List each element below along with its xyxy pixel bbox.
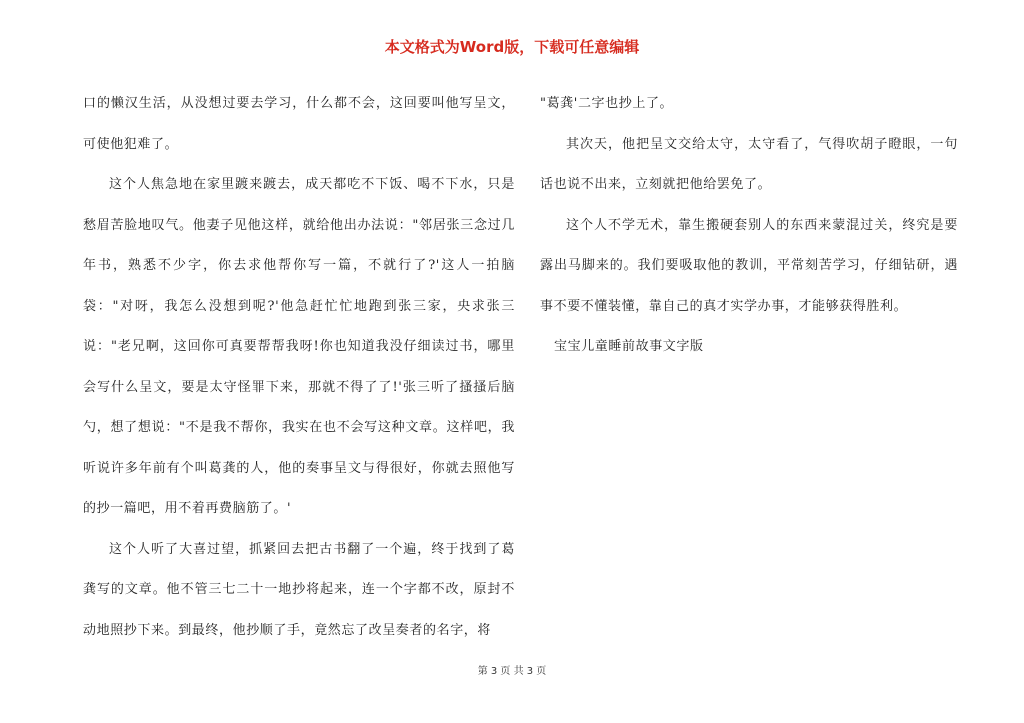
paragraph: 其次天，他把呈文交给太守，太守看了，气得吹胡子瞪眼，一句话也说不出来，立刻就把他给罢免了。 bbox=[540, 136, 958, 192]
paragraph: 这个人听了大喜过望，抓紧回去把古书翻了一个遍，终于找到了葛龚写的文章。他不管三七二十一地抄将起来，连一个字都不改，原封不动地照抄下来。到最终，他抄顺了手，竟然忘了改呈奏者的名字，将 bbox=[83, 541, 515, 638]
related-title: 宝宝儿童睡前故事文字版 bbox=[554, 339, 704, 354]
document-header-title: 本文格式为Word版，下载可任意编辑 bbox=[384, 38, 640, 56]
paragraph: "葛龚'二字也抄上了。 bbox=[540, 96, 674, 111]
paragraph: 口的懒汉生活，从没想过要去学习，什么都不会，这回要叫他写呈文，可使他犯难了。 bbox=[83, 96, 515, 152]
paragraph: 这个人不学无术，靠生搬硬套别人的东西来蒙混过关，终究是要露出马脚来的。我们要吸取他的教训，平常刻苦学习，仔细钻研，遇事不要不懂装懂，靠自己的真才实学办事，才能够获得胜利。 bbox=[540, 217, 958, 314]
paragraph: 这个人焦急地在家里踱来踱去，成天都吃不下饭、喝不下水，只是愁眉苦脸地叹气。他妻子见他这样，就给他出办法说："邻居张三念过几年书，熟悉不少字，你去求他帮你写一篇，不就行了?'这人一拍脑袋："对呀，我怎么没想到呢?'他急赶忙忙地跑到张三家，央求张三说："老兄啊，这回你可真要帮帮我呀!你也知道我没仔细读过书，哪里会写什么呈文，要是太守怪罪下来，那就不得了了!'张三听了搔搔后脑勺，想了想说："不是我不帮你，我实在也不会写这种文章。这样吧，我听说许多年前有个叫葛龚的人，他的奏事呈文与得很好，你就去照他写的抄一篇吧，用不着再费脑筋了。' bbox=[83, 177, 515, 516]
page-number: 第 3 页 共 3 页 bbox=[477, 666, 547, 677]
left-text-column bbox=[83, 84, 515, 651]
right-text-column bbox=[540, 84, 958, 368]
